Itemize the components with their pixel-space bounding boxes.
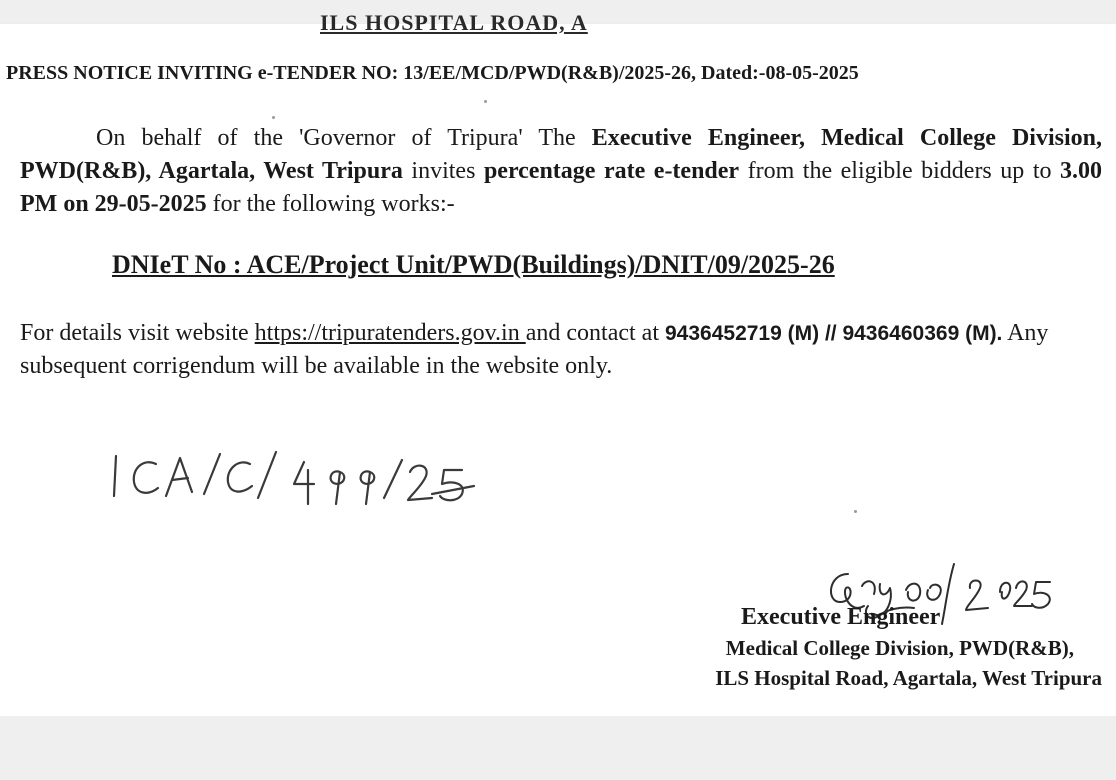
handwritten-reference-note <box>108 434 488 514</box>
intro-bold-tender-type: percentage rate e-tender <box>483 158 740 184</box>
intro-text-2: invites <box>402 158 484 184</box>
contact-details-paragraph <box>20 317 1110 383</box>
intro-bold-deadline: 3.00 PM on 29-05-2025 <box>20 158 1103 217</box>
background-strip <box>0 716 1116 780</box>
signatory-division: Medical College Division, PWD(R&B), <box>725 636 1074 660</box>
intro-text-1: On behalf of the 'Governor of Tripura' The <box>96 125 592 151</box>
paper-speck <box>854 510 857 513</box>
phone-separator: // <box>819 322 843 345</box>
intro-bold-division: Executive Engineer, Medical College Division, PWD(R&B), Agartala, West Tripura <box>20 125 1102 184</box>
intro-text-3: from the eligible bidders up to <box>739 158 1061 184</box>
intro-text-4: for the following works:- <box>206 191 455 217</box>
details-prefix: For details visit website <box>20 320 255 346</box>
phone-number-2: 9436460369 (M). <box>842 322 1003 345</box>
intro-paragraph <box>20 122 1102 221</box>
tender-notice-page <box>0 10 1116 716</box>
phone-number-1: 9436452719 (M) <box>665 322 820 345</box>
dniet-number: DNIeT No : ACE/Project Unit/PWD(Buildings)/DNIT/09/2025-26 <box>112 250 835 279</box>
cutoff-header-text: ILS HOSPITAL ROAD, A <box>320 10 588 35</box>
notice-heading: PRESS NOTICE INVITING e-TENDER NO: 13/EE/MCD/PWD(R&B)/2025-26, Dated:-08-05-2025 <box>6 62 859 84</box>
signatory-address: ILS Hospital Road, Agartala, West Tripura <box>715 666 1102 690</box>
details-middle: and contact at <box>525 320 665 346</box>
website-link[interactable]: https://tripuratenders.gov.in <box>254 320 526 346</box>
paper-speck <box>272 116 275 119</box>
details-suffix: Any subsequent corrigendum will be available in the website only. <box>20 320 1049 379</box>
signatory-title: Executive Engineer <box>741 604 941 630</box>
paper-speck <box>484 100 487 103</box>
